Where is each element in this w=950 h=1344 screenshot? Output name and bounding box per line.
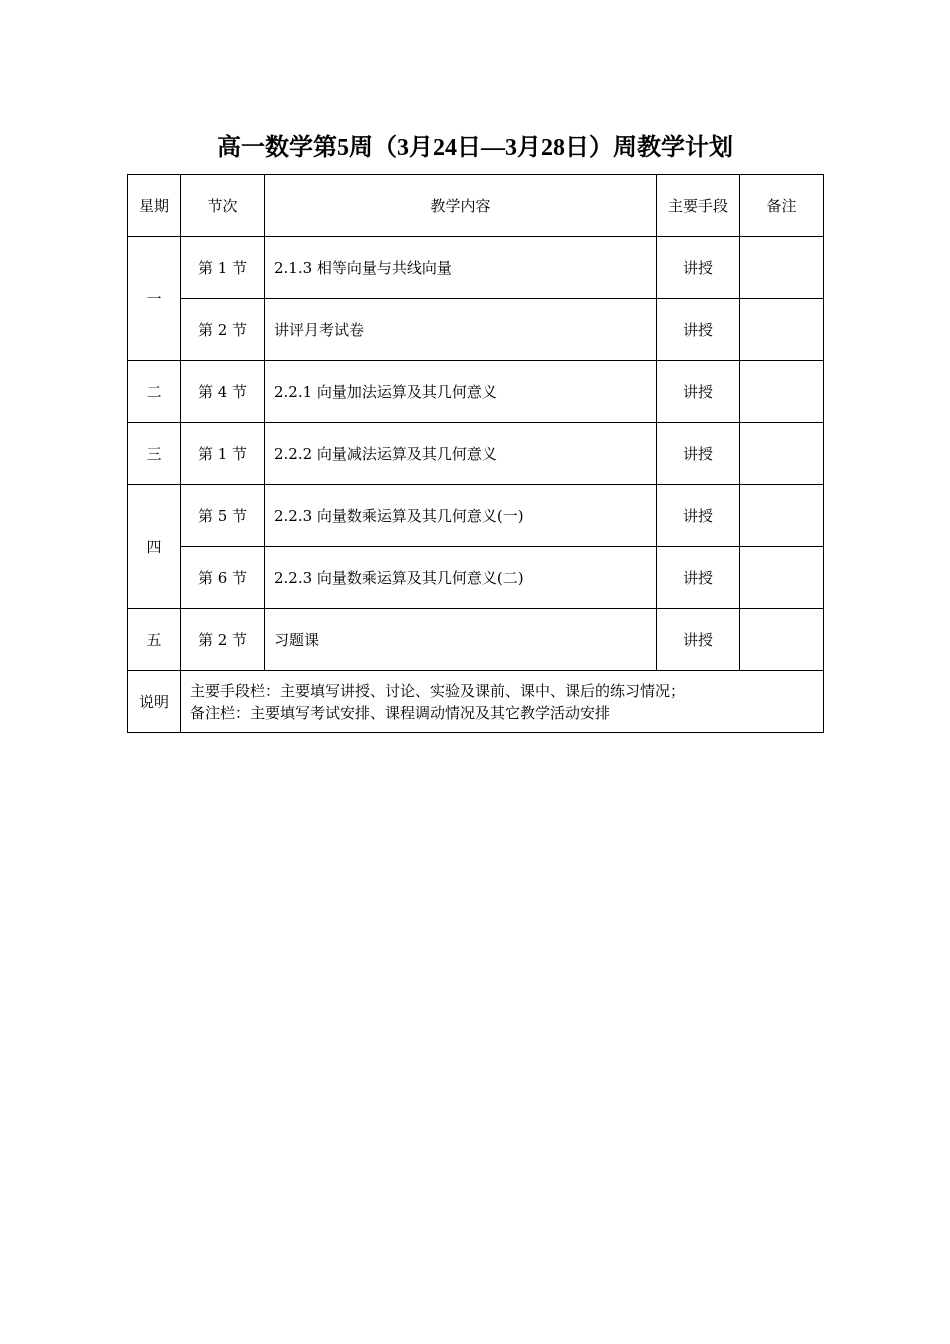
notes-row: [128, 671, 824, 733]
method-cell: 讲授: [657, 237, 740, 299]
method-cell: 讲授: [657, 485, 740, 547]
day-cell: 五: [128, 609, 181, 671]
period-cell: 第 1 节: [181, 237, 265, 299]
notes-line: 备注栏：主要填写考试安排、课程调动情况及其它教学活动安排: [190, 703, 611, 722]
notes-label: 说明: [128, 671, 181, 733]
table-row: [128, 423, 824, 485]
weekly-plan-table: [127, 174, 824, 733]
table-header-row: [128, 175, 824, 237]
method-cell: 讲授: [657, 423, 740, 485]
table-row: [128, 299, 824, 361]
period-cell: 第 2 节: [181, 299, 265, 361]
note-cell: [740, 299, 824, 361]
day-cell: 一: [128, 237, 181, 361]
day-cell: 四: [128, 485, 181, 609]
content-cell: 讲评月考试卷: [265, 299, 657, 361]
method-cell: 讲授: [657, 299, 740, 361]
header-period: 节次: [181, 175, 265, 237]
period-cell: 第 5 节: [181, 485, 265, 547]
note-cell: [740, 361, 824, 423]
note-cell: [740, 485, 824, 547]
note-cell: [740, 609, 824, 671]
day-cell: 二: [128, 361, 181, 423]
method-cell: 讲授: [657, 361, 740, 423]
header-method: 主要手段: [657, 175, 740, 237]
table-row: [128, 547, 824, 609]
table-row: [128, 609, 824, 671]
content-cell: 2.1.3 相等向量与共线向量: [265, 237, 657, 299]
content-cell: 2.2.3 向量数乘运算及其几何意义(一): [265, 485, 657, 547]
note-cell: [740, 547, 824, 609]
content-cell: 2.2.1 向量加法运算及其几何意义: [265, 361, 657, 423]
page-title: 高一数学第5周（3月24日—3月28日）周教学计划: [217, 135, 733, 161]
period-cell: 第 6 节: [181, 547, 265, 609]
header-note: 备注: [740, 175, 824, 237]
period-cell: 第 2 节: [181, 609, 265, 671]
header-content: 教学内容: [265, 175, 657, 237]
notes-text: [181, 671, 824, 733]
content-cell: 2.2.3 向量数乘运算及其几何意义(二): [265, 547, 657, 609]
content-cell: 2.2.2 向量减法运算及其几何意义: [265, 423, 657, 485]
table-row: [128, 361, 824, 423]
note-cell: [740, 237, 824, 299]
content-cell: 习题课: [265, 609, 657, 671]
table-row: [128, 485, 824, 547]
note-cell: [740, 423, 824, 485]
method-cell: 讲授: [657, 547, 740, 609]
notes-line: 主要手段栏：主要填写讲授、讨论、实验及课前、课中、课后的练习情况；: [190, 681, 686, 700]
period-cell: 第 4 节: [181, 361, 265, 423]
header-day: 星期: [128, 175, 181, 237]
day-cell: 三: [128, 423, 181, 485]
method-cell: 讲授: [657, 609, 740, 671]
table-row: [128, 237, 824, 299]
period-cell: 第 1 节: [181, 423, 265, 485]
